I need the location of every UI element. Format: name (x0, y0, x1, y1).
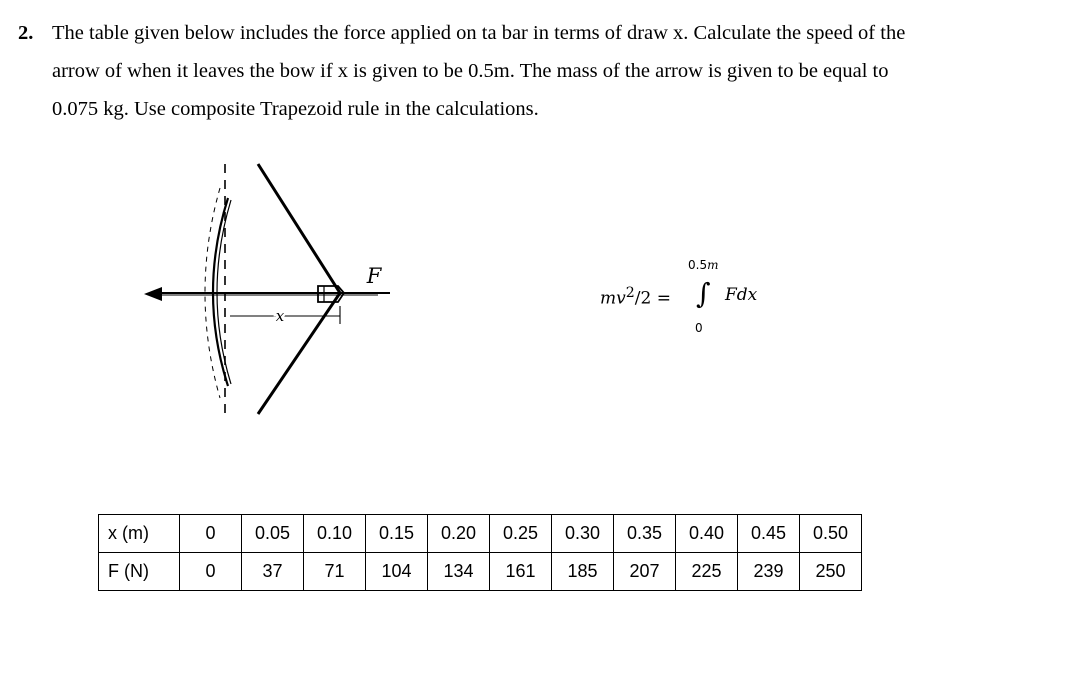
integrand: Fdx (725, 285, 758, 305)
force-label: F (366, 264, 382, 288)
table-cell: 134 (428, 553, 490, 591)
table-cell: 185 (552, 553, 614, 591)
table-cell: 239 (738, 553, 800, 591)
draw-label: x (275, 307, 285, 325)
table-row-header: F (N) (99, 553, 180, 591)
table-cell: 0.25 (490, 515, 552, 553)
integral-sign: ∫ (696, 277, 711, 310)
integral-upper-limit: 0.5m (688, 258, 719, 272)
table-cell: 104 (366, 553, 428, 591)
table-cell: 71 (304, 553, 366, 591)
table-cell: 0.05 (242, 515, 304, 553)
problem-number: 2. (18, 22, 34, 44)
table-cell: 161 (490, 553, 552, 591)
table-cell: 0.40 (676, 515, 738, 553)
table-cell: 0.10 (304, 515, 366, 553)
table-cell: 0.45 (738, 515, 800, 553)
problem-line-3: 0.075 kg. Use composite Trapezoid rule in the calculations. (52, 98, 539, 120)
table-cell: 207 (614, 553, 676, 591)
table-row-x (99, 515, 862, 553)
table-cell: 0.35 (614, 515, 676, 553)
table-cell: 0.50 (800, 515, 862, 553)
problem-line-1: The table given below includes the force applied on ta bar in terms of draw x. Calculate the speed of the (52, 22, 906, 44)
bow-arrow-diagram (140, 158, 400, 420)
table-cell: 0.30 (552, 515, 614, 553)
table-cell: 225 (676, 553, 738, 591)
integral-lower-limit: 0 (695, 321, 703, 335)
energy-integral-formula (600, 255, 800, 345)
force-draw-table (98, 514, 862, 591)
table-cell: 37 (242, 553, 304, 591)
table-row-header: x (m) (99, 515, 180, 553)
bow-string (258, 164, 340, 414)
table-cell: 0 (180, 515, 242, 553)
problem-line-2: arrow of when it leaves the bow if x is given to be 0.5m. The mass of the arrow is given to be equal to (52, 60, 889, 82)
table-cell: 250 (800, 553, 862, 591)
arrow-head (144, 287, 162, 301)
table-row-f (99, 553, 862, 591)
formula-lhs: $mv^2/2$ = (600, 285, 671, 309)
table-cell: 0 (180, 553, 242, 591)
table-cell: 0.20 (428, 515, 490, 553)
table-cell: 0.15 (366, 515, 428, 553)
